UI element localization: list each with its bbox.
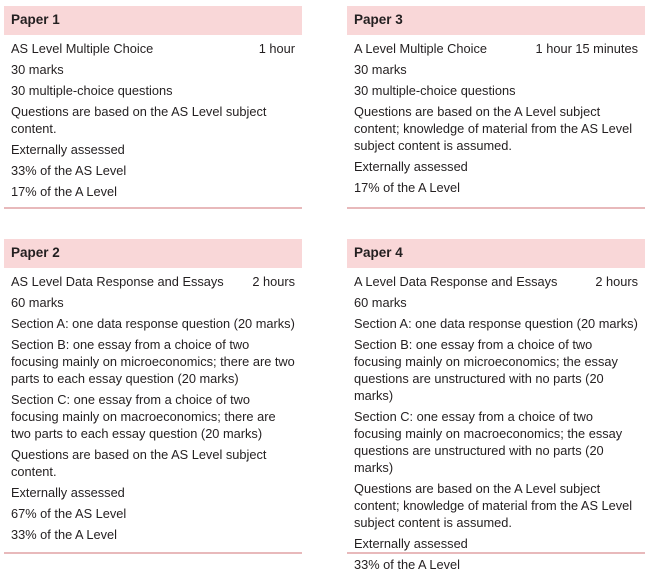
paper-name: AS Level Data Response and Essays [11,274,224,289]
marks: 60 marks [354,295,407,310]
paper-4-card [347,239,645,577]
paper-name-row [354,273,638,290]
assessment-type: Externally assessed [354,159,468,174]
paper-name: AS Level Multiple Choice [11,41,154,56]
paper-name-row [11,273,295,290]
paper-1-card [4,6,302,204]
divider [347,552,645,554]
section-b: Section B: one essay from a choice of two focusing mainly on microeconomics; the essay questions are unstructured with no parts (20 marks) [354,337,618,403]
marks: 60 marks [11,295,64,310]
paper-name-row [11,40,295,57]
paper-2-card [4,239,302,547]
section-b: Section B: one essay from a choice of two focusing mainly on microeconomics; there are two parts to each essay question (20 marks) [11,337,295,386]
content-basis: Questions are based on the AS Level subject content. [11,447,267,479]
content-basis: Questions are based on the A Level subject content; knowledge of material from the AS Level subject content is assumed. [354,104,633,153]
paper-name-row [354,40,638,57]
paper-name: A Level Multiple Choice [354,41,488,56]
divider [4,207,302,209]
content-basis: Questions are based on the AS Level subject content. [11,104,267,136]
paper-title: Paper 2 [4,239,302,268]
as-level-weighting: 33% of the AS Level [11,163,127,178]
paper-details [347,35,645,196]
question-format: 30 multiple-choice questions [354,83,516,98]
assessment-type: Externally assessed [11,142,125,157]
paper-duration: 2 hours [252,274,295,289]
a-level-weighting: 33% of the A Level [354,557,461,572]
a-level-weighting: 33% of the A Level [11,527,118,542]
paper-duration: 1 hour 15 minutes [535,41,638,56]
paper-duration: 2 hours [595,274,638,289]
paper-3-card [347,6,645,200]
divider [347,207,645,209]
section-c: Section C: one essay from a choice of two focusing mainly on macroeconomics; the essay questions are unstructured with no parts (20 marks) [354,409,623,475]
paper-details [4,268,302,543]
paper-title: Paper 3 [347,6,645,35]
as-level-weighting: 67% of the AS Level [11,506,127,521]
question-format: 30 multiple-choice questions [11,83,173,98]
marks: 30 marks [11,62,64,77]
paper-name: A Level Data Response and Essays [354,274,558,289]
paper-details [347,268,645,573]
paper-title: Paper 4 [347,239,645,268]
paper-details [4,35,302,200]
paper-duration: 1 hour [258,41,295,56]
assessment-type: Externally assessed [11,485,125,500]
marks: 30 marks [354,62,407,77]
section-a: Section A: one data response question (20 marks) [11,316,295,331]
a-level-weighting: 17% of the A Level [354,180,461,195]
section-a: Section A: one data response question (20 marks) [354,316,638,331]
paper-title: Paper 1 [4,6,302,35]
content-basis: Questions are based on the A Level subject content; knowledge of material from the AS Level subject content is assumed. [354,481,633,530]
section-c: Section C: one essay from a choice of two focusing mainly on macroeconomics; there are two parts to each essay question (20 marks) [11,392,276,441]
divider [4,552,302,554]
a-level-weighting: 17% of the A Level [11,184,118,199]
assessment-type: Externally assessed [354,536,468,551]
